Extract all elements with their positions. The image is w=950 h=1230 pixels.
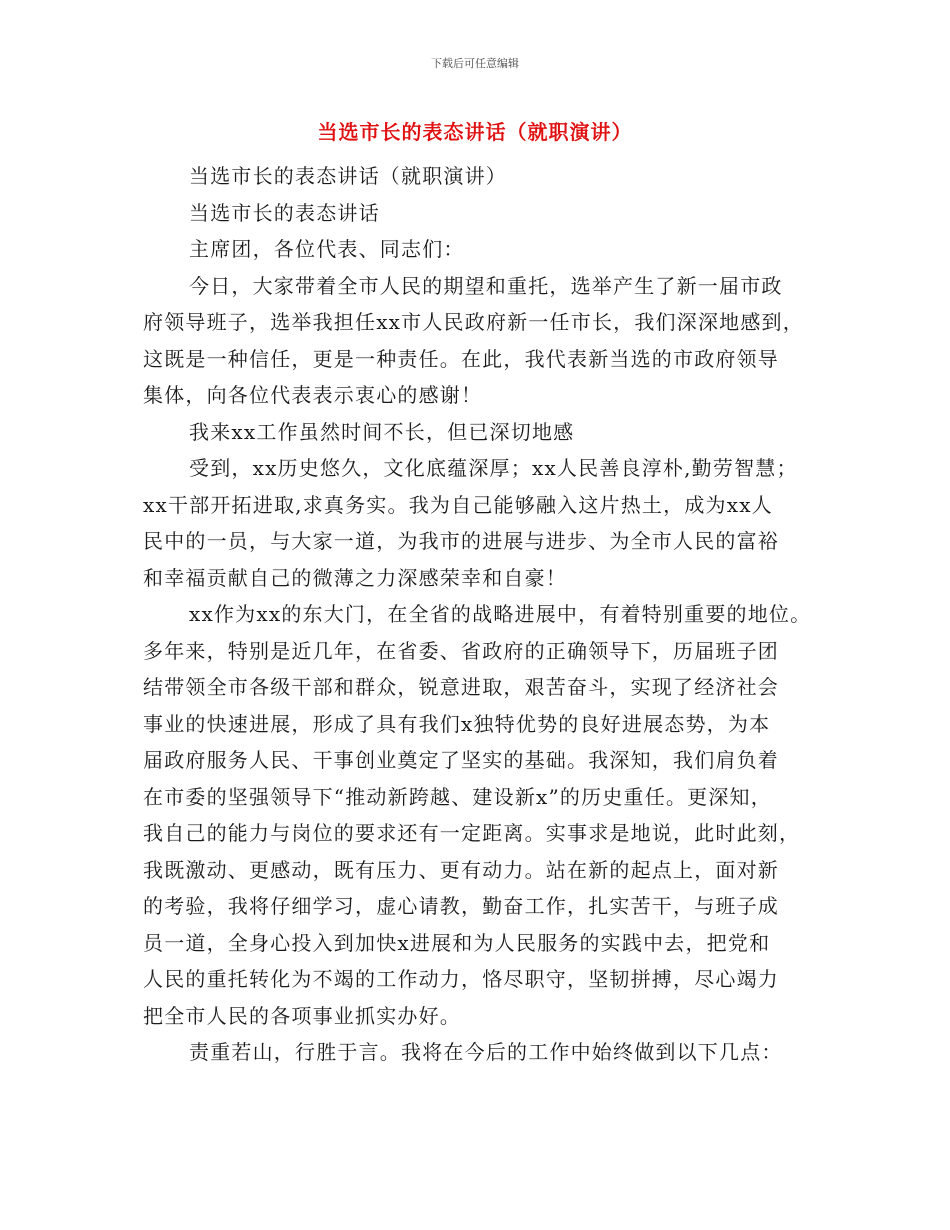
text-line: 我既激动、更感动，既有压力、更有动力。站在新的起点上，面对新 bbox=[143, 857, 779, 882]
document-title: 当选市长的表态讲话（就职演讲） bbox=[317, 120, 633, 144]
text-line: 的考验，我将仔细学习，虚心请教，勤奋工作，扎实苦干，与班子成 bbox=[143, 894, 779, 918]
text-line: 员一道，全身心投入到加快x进展和为人民服务的实践中去，把党和 bbox=[143, 930, 771, 955]
text-line: 责重若山，行胜于言。我将在今后的工作中始终做到以下几点： bbox=[189, 1040, 783, 1064]
header-note: 下载后可任意编辑 bbox=[431, 57, 519, 70]
document-body bbox=[143, 158, 833, 1071]
text-line: 当选市长的表态讲话（就职演讲） bbox=[189, 164, 507, 188]
text-line: 民中的一员，与大家一道，为我市的进展与进步、为全市人民的富裕 bbox=[143, 529, 779, 553]
text-line: 受到，xx历史悠久，文化底蕴深厚；xx人民善良淳朴,勤劳智慧； bbox=[189, 456, 798, 480]
text-line: 当选市长的表态讲话 bbox=[189, 200, 380, 225]
text-line: 我自己的能力与岗位的要求还有一定距离。实事求是地说，此时此刻， bbox=[143, 821, 801, 845]
text-line: 把全市人民的各项事业抓实办好。 bbox=[143, 1003, 461, 1028]
text-line: xx作为xx的东大门，在全省的战略进展中，有着特别重要的地位。 bbox=[189, 602, 812, 626]
text-line: 这既是一种信任，更是一种责任。在此，我代表新当选的市政府领导 bbox=[143, 346, 779, 371]
text-line: 多年来，特别是近几年，在省委、省政府的正确领导下，历届班子团 bbox=[143, 638, 779, 663]
text-line: 府领导班子，选举我担任xx市人民政府新一任市长，我们深深地感到， bbox=[143, 310, 804, 334]
text-line: 我来xx工作虽然时间不长，但已深切地感 bbox=[189, 419, 575, 444]
text-line: 结带领全市各级干部和群众，锐意进取，艰苦奋斗，实现了经济社会 bbox=[143, 675, 779, 699]
text-line: 和幸福贡献自己的微薄之力深感荣幸和自豪！ bbox=[143, 565, 567, 590]
text-line: 届政府服务人民、干事创业奠定了坚实的基础。我深知，我们肩负着 bbox=[143, 748, 779, 772]
text-line: 事业的快速进展，形成了具有我们x独特优势的良好进展态势，为本 bbox=[143, 711, 771, 736]
text-line: 主席团，各位代表、同志们： bbox=[189, 237, 465, 261]
text-line: 在市委的坚强领导下“推动新跨越、建设新x”的历史重任。更深知， bbox=[143, 784, 772, 809]
text-line: 集体，向各位代表表示衷心的感谢！ bbox=[143, 383, 483, 407]
text-line: 人民的重托转化为不竭的工作动力，恪尽职守，坚韧拼搏，尽心竭力 bbox=[143, 967, 779, 991]
text-line: 今日，大家带着全市人民的期望和重托，选举产生了新一届市政 bbox=[189, 273, 783, 298]
text-line: xx干部开拓进取,求真务实。我为自己能够融入这片热土，成为xx人 bbox=[143, 492, 773, 517]
